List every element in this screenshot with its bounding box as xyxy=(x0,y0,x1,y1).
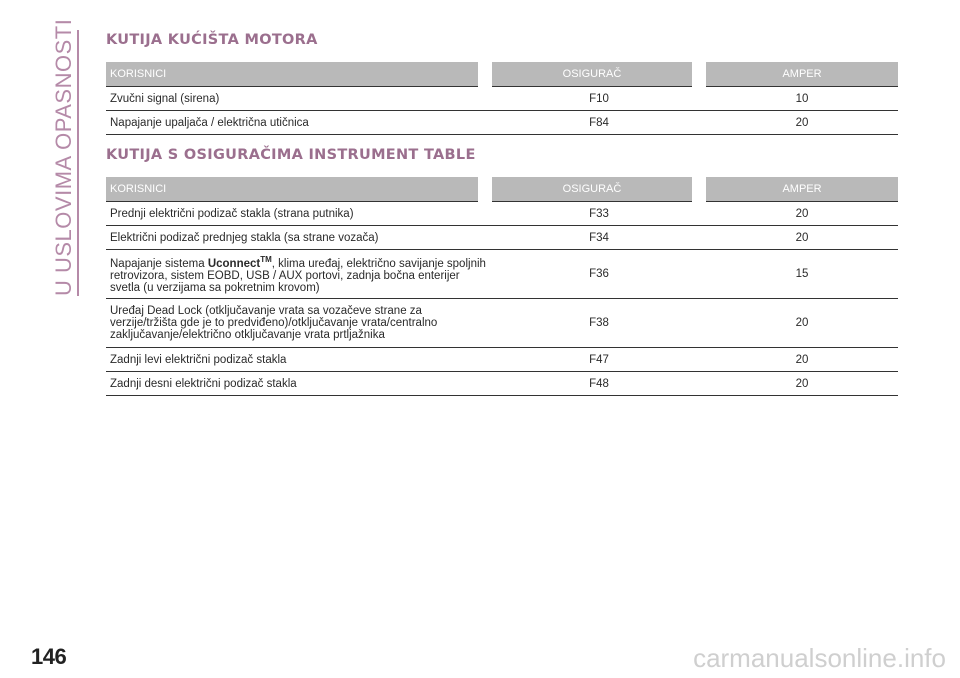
cell-amp: 15 xyxy=(706,250,898,299)
cell-user: Zadnji desni električni podizač stakla xyxy=(106,372,492,396)
cell-user: Električni podizač prednjeg stakla (sa strane vozača) xyxy=(106,226,492,250)
table-row xyxy=(106,348,898,372)
chapter-side-label: U USLOVIMA OPASNOSTI xyxy=(51,18,76,296)
cell-user-brand: Uconnect xyxy=(207,257,261,270)
cell-amp: 20 xyxy=(706,299,898,348)
page-number: 146 xyxy=(31,644,67,669)
table-row xyxy=(106,111,898,135)
cell-fuse: F36 xyxy=(492,250,706,299)
section-engine-fuse-box xyxy=(106,30,898,135)
table-row xyxy=(106,87,898,111)
cell-fuse: F47 xyxy=(492,348,706,372)
cell-amp: 20 xyxy=(706,226,898,250)
table-row xyxy=(106,372,898,396)
fuse-table xyxy=(106,177,898,396)
table-row xyxy=(106,299,898,348)
cell-fuse: F34 xyxy=(492,226,706,250)
cell-amp: 20 xyxy=(706,372,898,396)
cell-user: Prednji električni podizač stakla (strana putnika) xyxy=(106,202,492,226)
fuse-table xyxy=(106,62,898,135)
cell-fuse: F33 xyxy=(492,202,706,226)
section-title: KUTIJA S OSIGURAČIMA INSTRUMENT TABLE xyxy=(106,147,476,163)
section-title: KUTIJA KUĆIŠTA MOTORA xyxy=(106,32,318,48)
header-users: KORISNICI xyxy=(106,62,478,87)
cell-amp: 10 xyxy=(706,87,898,111)
cell-fuse: F10 xyxy=(492,87,706,111)
cell-user: Zadnji levi električni podizač stakla xyxy=(106,348,492,372)
cell-user: Zvučni signal (sirena) xyxy=(106,87,492,111)
header-amp: AMPER xyxy=(706,177,898,202)
table-row xyxy=(106,226,898,250)
cell-fuse: F48 xyxy=(492,372,706,396)
cell-user-prefix: Napajanje sistema xyxy=(110,257,208,270)
header-fuse: OSIGURAČ xyxy=(492,177,692,202)
cell-user-suffix: , klima uređaj, električno savijanje spoljnih retrovizora, sistem EOBD, USB / AUX portovi, zadnja bočna enterijer svetla (u verzijama sa pokretnim krovom) xyxy=(110,257,486,294)
table-row xyxy=(106,202,898,226)
cell-amp: 20 xyxy=(706,348,898,372)
header-fuse: OSIGURAČ xyxy=(492,62,692,87)
table-row xyxy=(106,250,898,299)
section-dashboard-fuse-box xyxy=(106,145,898,396)
header-users: KORISNICI xyxy=(106,177,478,202)
cell-fuse: F38 xyxy=(492,299,706,348)
cell-amp: 20 xyxy=(706,202,898,226)
header-amp: AMPER xyxy=(706,62,898,87)
watermark-text: carmanualsonline.info xyxy=(693,643,946,673)
cell-fuse: F84 xyxy=(492,111,706,135)
cell-user-trademark: TM xyxy=(260,255,272,265)
cell-user: Uređaj Dead Lock (otključavanje vrata sa vozačeve strane za verzije/tržišta gde je to predviđeno)/otključavanje vrata/centralno zaključavanje/električno otključavanje vrata prtljažnika xyxy=(106,299,492,348)
cell-amp: 20 xyxy=(706,111,898,135)
cell-user xyxy=(106,250,492,299)
cell-user: Napajanje upaljača / električna utičnica xyxy=(106,111,492,135)
